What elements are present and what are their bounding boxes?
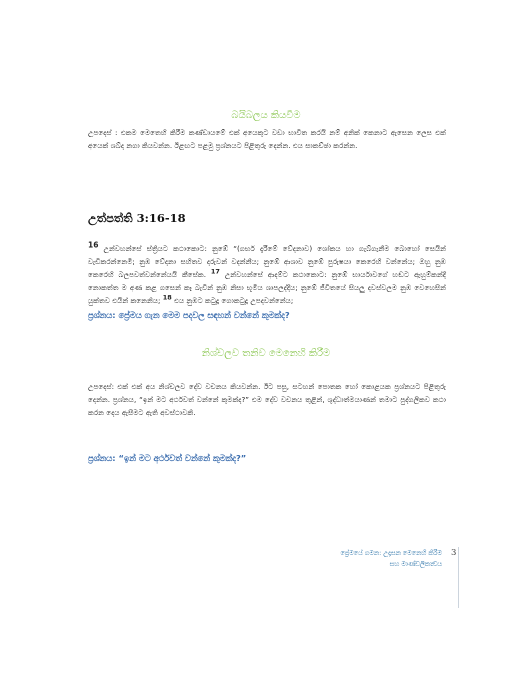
question-text: ප්‍රේමය ගැන මෙම පදවල සඳහන් වන්නේ කුමක්ද? xyxy=(115,310,290,320)
verse-number-17: 17 xyxy=(210,267,220,276)
question-label: ප්‍රශ්නය: xyxy=(88,310,116,320)
scripture-chapter-verse: 3:16-18 xyxy=(136,211,186,225)
question-label: ප්‍රශ්නය: xyxy=(88,453,116,463)
verse-16-text: උන්වහන්සේ ස්ත්‍රියට කථාකොට: නුඹේ “(ගර්භ දැරීමේ වේදනාව) ශෝකය හා ගැබ්ගැනීම බොහෝ සෙයින් වැඩිකරන්නෙමි; නුඹ වේදනා සහිතව දරුවන් වදන්නීය; නුඹේ ආශාව නුඹේ පුරුෂයා කෙරෙහි වන්නේය; ඔහු නුඹ කෙරෙහි බලපවත්වන්නේයයි කීසේක. xyxy=(88,244,446,279)
verse-18-text: එය නුඹට කටුදූ ගොකටුදූ උපදවන්නේය; xyxy=(171,296,294,305)
verse-17-text: උන්වහන්සේ ආදම්ට කථාකොට: නුඹේ භාර්යාවගේ හඬට ඇහුම්කන්දී නොකත්ත ම අණ කළ ගසෙන් කෑ බැවින් නුඹ නිසා භූමිය ශාපලද්දීය; නුඹේ ජීවිතයේ සියලු දවස්වලම නුඹ වෙහෙසින් යුක්තව එයින් කනෙනිය; xyxy=(88,270,446,305)
reading-instructions-text: උපදෙස් : එකම මෙතෙහි කිරීම කණ්ඩායමේ එක් අයෙකුට වඩා භාවිත කරයි නම් අනික් කෙනාට ඇසෙන ලෙස එක් අයෙක් ශබ්ද නගා කියවන්න. ඊළඟට පළමු ප්‍රශ්නයට පිළිතුරු දෙන්න. එය සාකච්ඡා කරන්න. xyxy=(88,128,446,150)
scripture-passage-text xyxy=(88,242,446,307)
footer-divider xyxy=(458,547,459,608)
footer-title xyxy=(222,548,442,570)
section-heading-silent-meditation: නිශ්චලව තනිව මෙනෙහි කිරීම xyxy=(201,348,331,359)
footer-line-2: සහ මාණ්ඩලිකත්‍වය xyxy=(389,560,442,568)
question-love xyxy=(88,310,290,321)
page-number: 3 xyxy=(451,548,457,558)
question-meaning xyxy=(88,453,246,464)
footer-line-1: ප්‍රේමයේ ගමන: උදෑසන මෙනෙහි කිරීම xyxy=(340,549,442,557)
scripture-book: උත්පත්ති xyxy=(88,211,133,225)
meditation-instructions xyxy=(88,380,446,419)
scripture-reference xyxy=(88,211,186,226)
verse-number-18: 18 xyxy=(162,293,172,302)
meditation-instructions-text: උපදෙස්: එක් එක් අය නිශ්චලව දේව වචනය කියවන්න. ඊට පසු, සටහන් පොතක හෝ කොළයක ප්‍රශ්නයට පිළිතුරු දෙන්න. ප්‍රශ්නය, “ඉන් මට අර්ථවත් වන්නේ කුමක්ද?” එම දේව වචනය තුළින්, ශුද්ධාත්මයාණන් තමාට පුද්ගලිකව කථා කරන දෙය ඇසීමට ඇති අවස්ථාවකි. xyxy=(88,382,446,417)
scripture-passage xyxy=(88,242,446,307)
section-heading-bible-reading: බයිබලය කියවීම xyxy=(231,110,301,121)
reading-instructions xyxy=(88,126,446,152)
verse-number-16: 16 xyxy=(88,240,99,250)
question-text: “ඉන් මට අර්ථවත් වන්නේ කුමක්ද?” xyxy=(115,453,247,463)
